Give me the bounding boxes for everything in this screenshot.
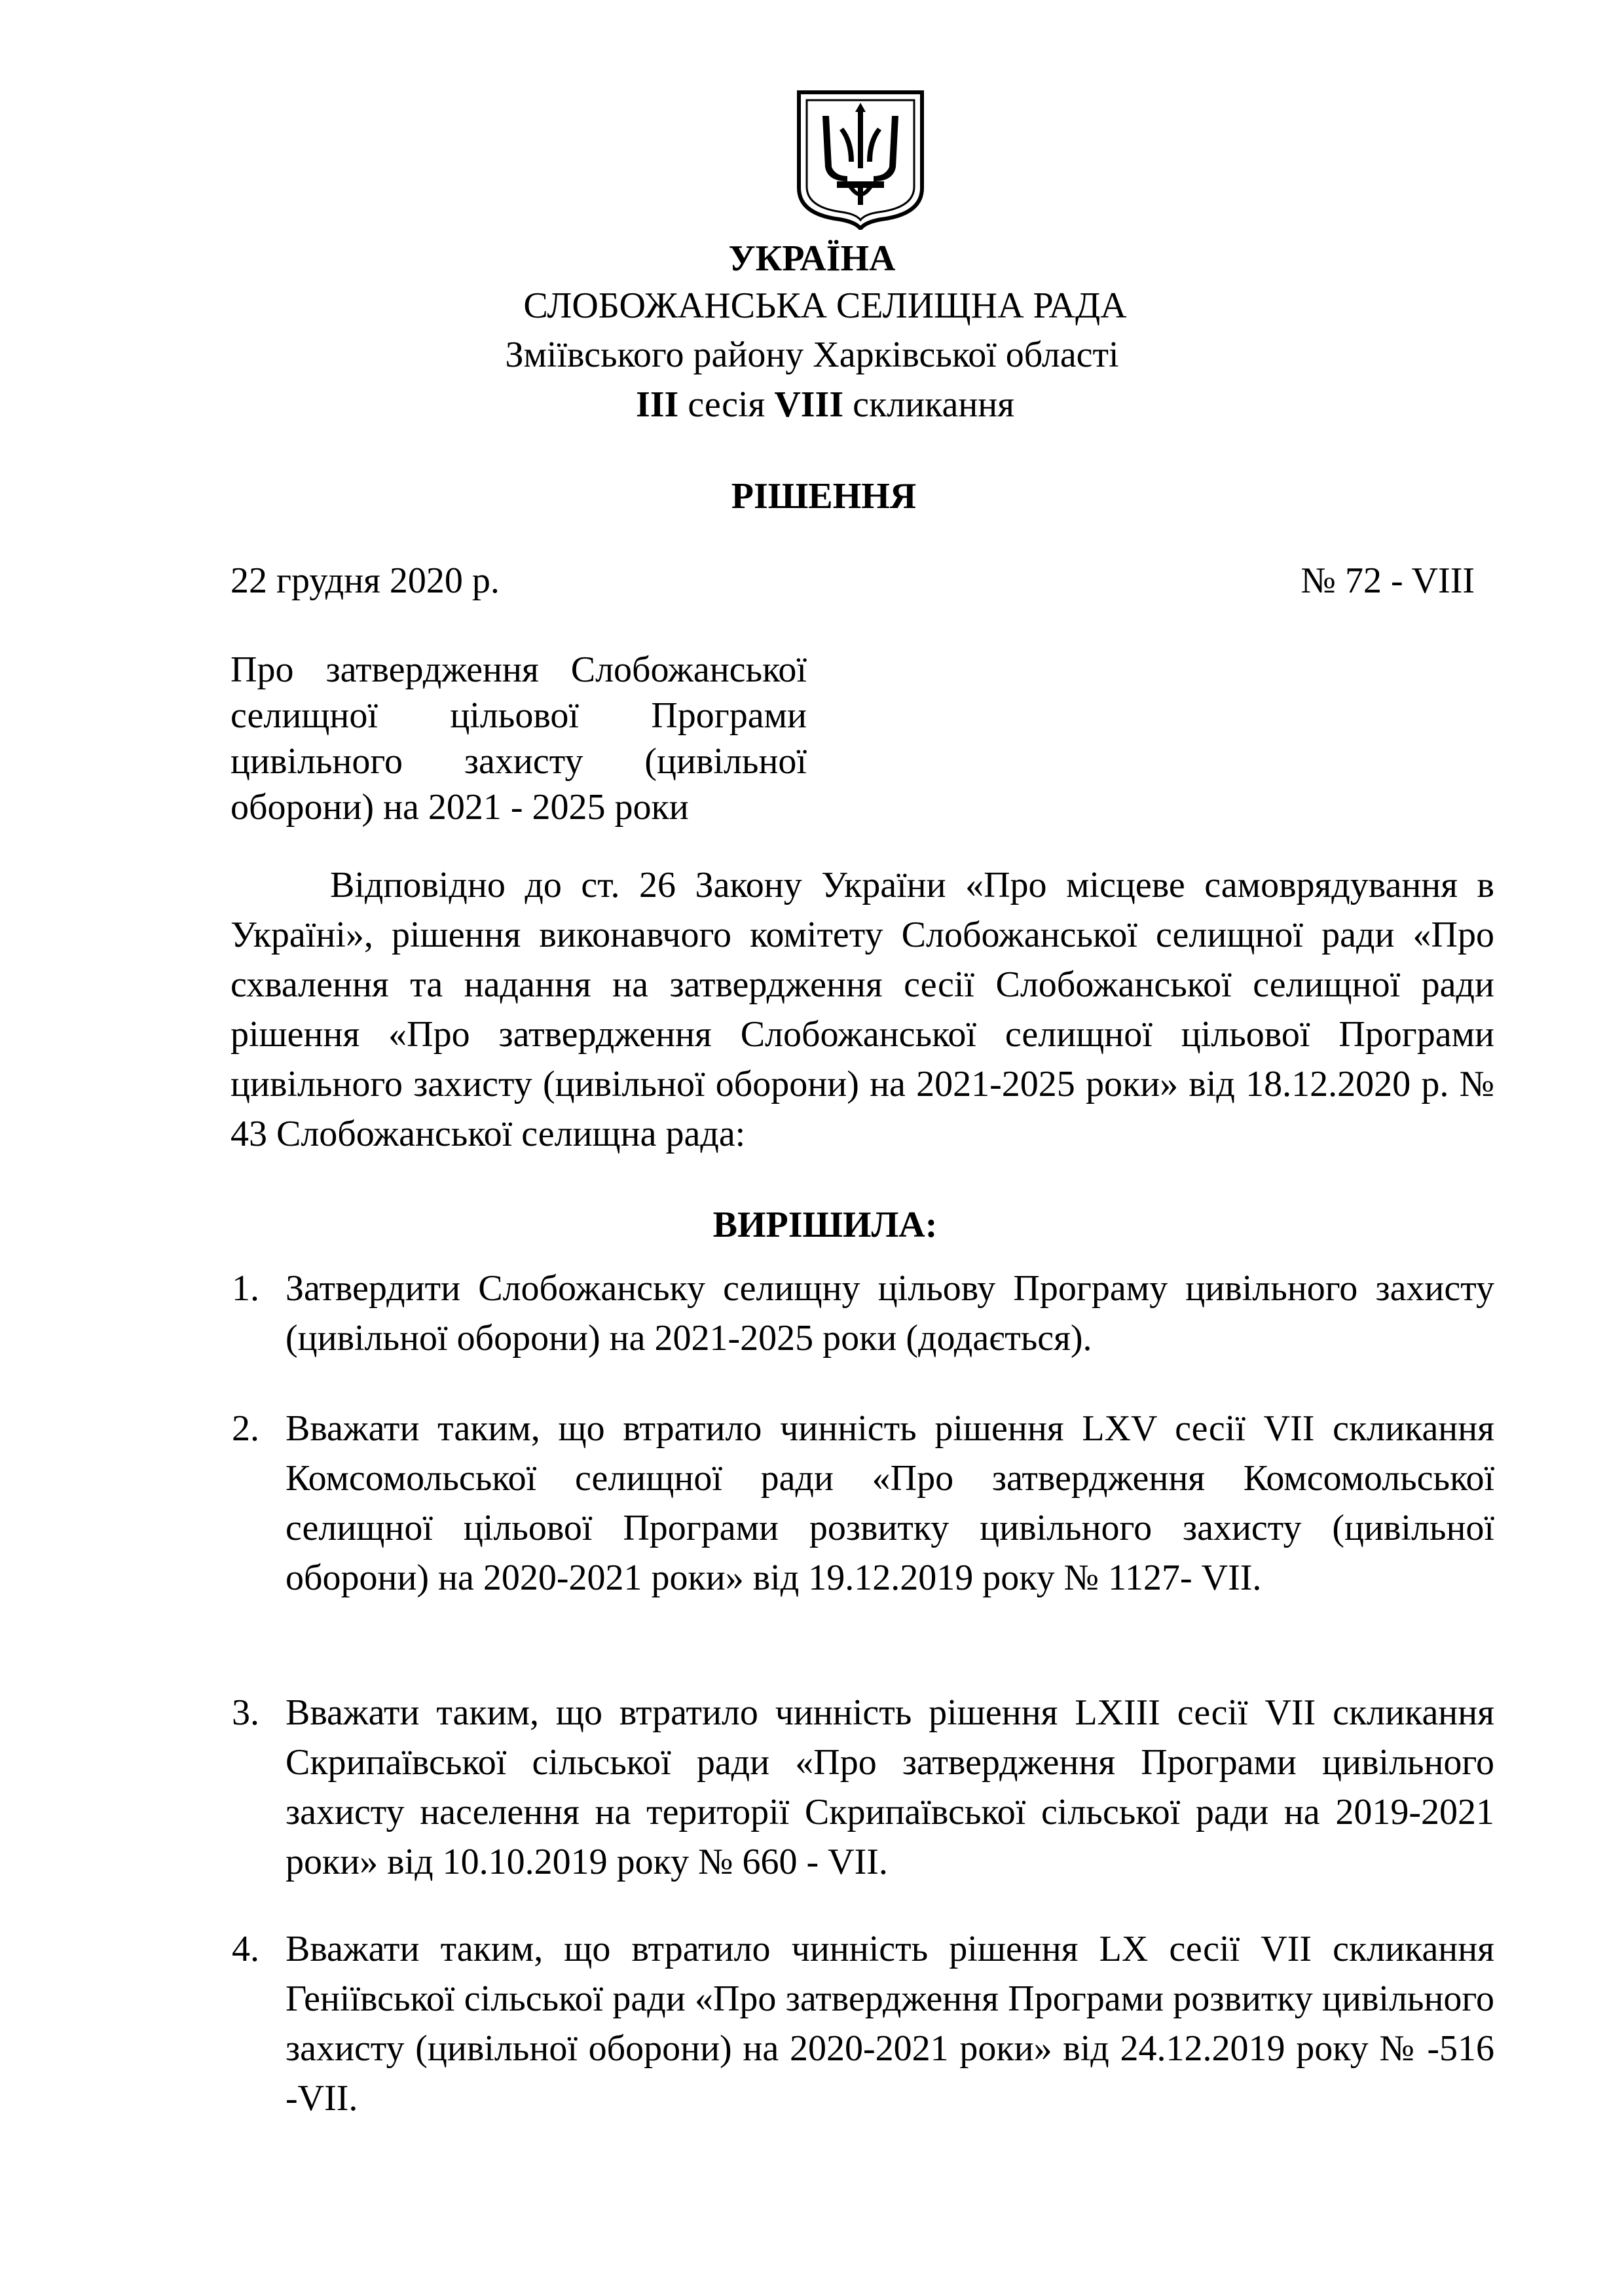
session-heading — [13, 382, 1624, 428]
preamble-paragraph: Відповідно до ст. 26 Закону України «Про місцеве самоврядування в Україні», рішення виконавчого комітету Слобожанської селищної ради «Про схвалення та надання на затвердження сесії Слобожанської селищної ради рішення «Про затвердження Слобожанської селищної цільової Програми цивільного захисту (цивільної оборони) на 2021-2025 роки» від 18.12.2020 р. № 43 Слобожанської селищна рада: — [231, 865, 1494, 1154]
decision-date: 22 грудня 2020 р. — [231, 560, 500, 601]
decision-item-text: Вважати таким, що втратило чинність рішення LX сесії VII скликання Геніївської сільської ради «Про затвердження Програми розвитку цивільного захисту (цивільної оборони) на 2020-2021 роки» від 24.12.2019 року № -516 -VII. — [286, 1929, 1494, 2119]
session-word: сесія — [688, 384, 766, 425]
decision-item-text: Вважати таким, що втратило чинність рішення LXV сесії VII скликання Комсомольської селищної ради «Про затвердження Комсомольської селищної цільової Програми розвитку цивільного захисту (цивільної оборони) на 2020-2021 роки» від 19.12.2019 року № 1127- VII. — [286, 1408, 1494, 1598]
document-title: РІШЕННЯ — [731, 476, 917, 517]
decision-item-number: 2. — [232, 1408, 259, 1449]
decision-subject: Про затвердження Слобожанської селищної цільової Програми цивільного захисту (цивільної оборони) на 2021 - 2025 роки — [231, 649, 807, 828]
district-heading: Зміївського району Харківської області — [505, 335, 1119, 375]
decision-item — [232, 1264, 1494, 1363]
resolved-heading: ВИРІШИЛА: — [712, 1205, 938, 1245]
decision-item — [232, 1924, 1494, 2123]
coat-of-arms-icon — [796, 90, 925, 230]
decision-item-number: 3. — [232, 1692, 259, 1733]
council-heading: СЛОБОЖАНСЬКА СЕЛИЩНА РАДА — [523, 285, 1127, 326]
decision-number: № 72 - VIII — [1301, 560, 1475, 601]
decision-item — [232, 1404, 1494, 1603]
convocation-word: скликання — [853, 384, 1015, 425]
country-heading: УКРАЇНА — [728, 238, 896, 279]
decision-item-text: Вважати таким, що втратило чинність рішення LXIII сесії VII скликання Скрипаївської сільської ради «Про затвердження Програми цивільного захисту населення на території Скрипаївської сільської ради на 2019-2021 роки» від 10.10.2019 року № 660 - VII. — [286, 1692, 1494, 1882]
decision-item-number: 4. — [232, 1929, 259, 1969]
decision-item-text: Затвердити Слобожанську селищну цільову Програму цивільного захисту (цивільної оборони) на 2021-2025 роки (додається). — [286, 1268, 1494, 1358]
decision-item — [232, 1688, 1494, 1887]
decision-item-number: 1. — [232, 1268, 259, 1309]
session-number: III — [635, 384, 679, 425]
convocation-number: VIII — [774, 384, 844, 425]
